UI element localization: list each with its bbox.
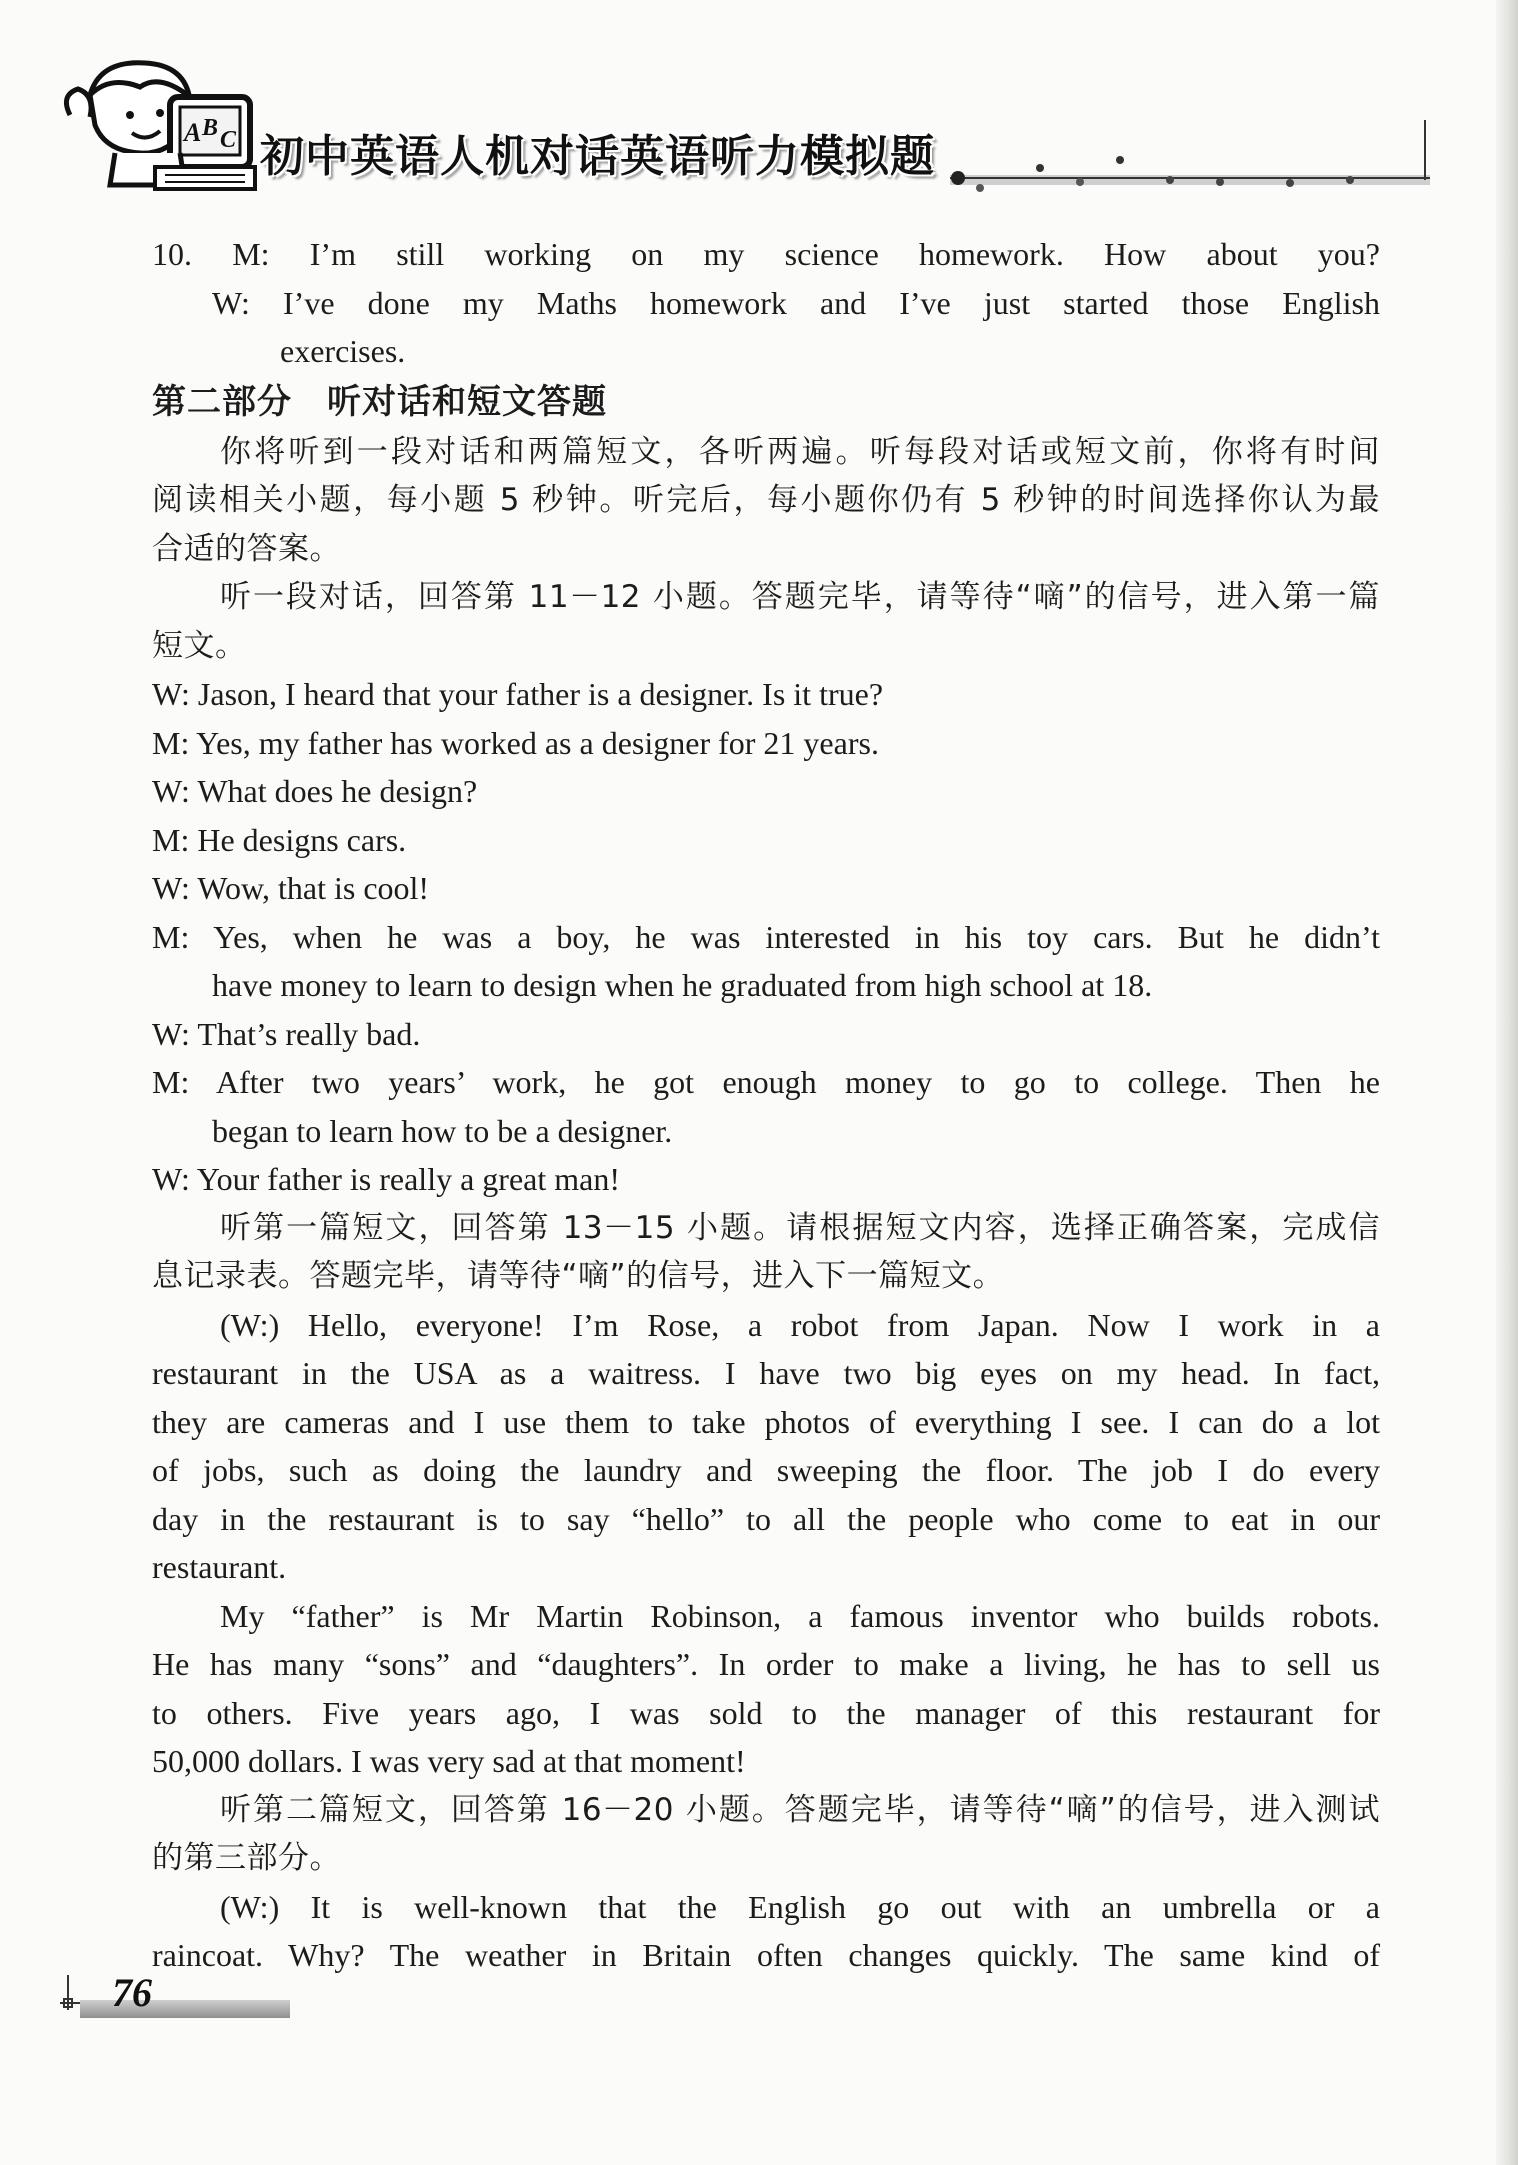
dialog-line (152, 864, 1380, 913)
dialog-text: What does he design? (197, 773, 478, 809)
q10-line-2: W: I’ve done my Maths homework and I’ve just started those English (212, 284, 1380, 321)
dialog-line-continued: have money to learn to design when he graduated from high school at 18. (212, 967, 1153, 1003)
passage1-p2-line: 50,000 dollars. I was very sad at that moment! (152, 1743, 746, 1779)
q10-line-1: 10. M: I’m still working on my science homework. How about you? (152, 236, 1380, 272)
dialog-text: He designs cars. (197, 821, 407, 858)
mascot-letter-b: B (202, 115, 219, 141)
passage2-p1-line: (W:) It is well-known that the English go out with an umbrella or a (220, 1888, 1380, 1925)
speaker-label: W: (152, 1161, 190, 1197)
passage2-intro-line-1: 听第二篇短文，回答第 16－20 小题。答题完毕，请等待“嘀”的信号，进入测试 (220, 1791, 1380, 1828)
dialog-text: Yes, my father has worked as a designer for 21 years. (196, 724, 879, 761)
dialog-intro-line-2: 短文。 (152, 627, 247, 664)
dialog-text: Jason, I heard that your father is a designer. Is it true? (197, 676, 884, 712)
dialog-line (152, 1155, 1380, 1204)
dialog-line (152, 670, 1380, 719)
title-dotted-rule (890, 120, 1430, 225)
passage2-p1-line: raincoat. Why? The weather in Britain often changes quickly. The same kind of (152, 1937, 1380, 1973)
passage1-intro-line-1: 听第一篇短文，回答第 13－15 小题。请根据短文内容，选择正确答案，完成信 (220, 1209, 1380, 1246)
dialog-intro-line-1: 听一段对话，回答第 11－12 小题。答题完毕，请等待“嘀”的信号，进入第一篇 (220, 579, 1380, 615)
mascot-letter-a: A (184, 118, 202, 147)
dialog-text: Wow, that is cool! (197, 870, 430, 906)
passage1-p2-line: My “father” is Mr Martin Robinson, a famous inventor who builds robots. (220, 1597, 1380, 1634)
dialog-line (152, 719, 1380, 768)
mascot-computer-icon (60, 55, 270, 195)
page-header (60, 55, 1380, 195)
passage1-p1-line: of jobs, such as doing the laundry and sweeping the floor. The job I do every (152, 1452, 1380, 1488)
passage2-intro-line-2: 的第三部分。 (152, 1840, 341, 1876)
speaker-label: W: (152, 870, 190, 906)
dialog-line (152, 1058, 1380, 1107)
speaker-label: M: (152, 1064, 190, 1100)
dialog-text: After two years’ work, he got enough money to go to college. Then he (215, 1064, 1381, 1100)
speaker-label: W: (152, 676, 190, 712)
dialog-line (152, 1010, 1380, 1059)
speaker-label: M: (152, 724, 190, 761)
intro-line-1: 你将听到一段对话和两篇短文，各听两遍。听每段对话或短文前，你将有时间 (220, 433, 1380, 470)
dialog-line (152, 816, 1380, 865)
intro-line-2: 阅读相关小题，每小题 5 秒钟。听完后，每小题你仍有 5 秒钟的时间选择你认为最 (152, 482, 1380, 518)
dialog-line (152, 767, 1380, 816)
passage1-p2-line: He has many “sons” and “daughters”. In order to make a living, he has to sell us (152, 1646, 1380, 1682)
intro-line-3: 合适的答案。 (152, 530, 341, 567)
part2-heading: 第二部分 听对话和短文答题 (152, 381, 607, 422)
page-edge-shadow (1496, 0, 1518, 2165)
speaker-label: M: (152, 821, 190, 858)
q10-line-3: exercises. (280, 333, 406, 369)
speaker-label: W: (152, 773, 190, 809)
page-title: 初中英语人机对话英语听力模拟题 (260, 131, 935, 182)
mascot-letter-c: C (220, 127, 237, 153)
passage1-p2-line: to others. Five years ago, I was sold to the manager of this restaurant for (152, 1694, 1380, 1731)
speaker-label: W: (152, 1015, 190, 1052)
main-content (152, 230, 1380, 1980)
speaker-label: M: (152, 918, 190, 955)
page-footer (60, 1970, 250, 2015)
passage1-p1-line: restaurant. (152, 1549, 287, 1585)
dialog-line-continued: began to learn how to be a designer. (212, 1112, 673, 1149)
dialog-text: That’s really bad. (197, 1015, 421, 1052)
passage1-p1-line: restaurant in the USA as a waitress. I have two big eyes on my head. In fact, (152, 1355, 1380, 1391)
dialog-text: Your father is really a great man! (196, 1161, 620, 1197)
passage1-intro-line-2: 息记录表。答题完毕，请等待“嘀”的信号，进入下一篇短文。 (152, 1258, 1005, 1294)
page-number: 76 (112, 1970, 152, 2015)
passage1-p1-line: they are cameras and I use them to take photos of everything I see. I can do a lot (152, 1403, 1380, 1440)
dialog-text: Yes, when he was a boy, he was interested in his toy cars. But he didn’t (213, 918, 1381, 955)
passage1-p1-line: day in the restaurant is to say “hello” to all the people who come to eat in our (152, 1500, 1380, 1537)
passage1-p1-line: (W:) Hello, everyone! I’m Rose, a robot from Japan. Now I work in a (220, 1306, 1380, 1343)
dialog-line (152, 913, 1380, 962)
